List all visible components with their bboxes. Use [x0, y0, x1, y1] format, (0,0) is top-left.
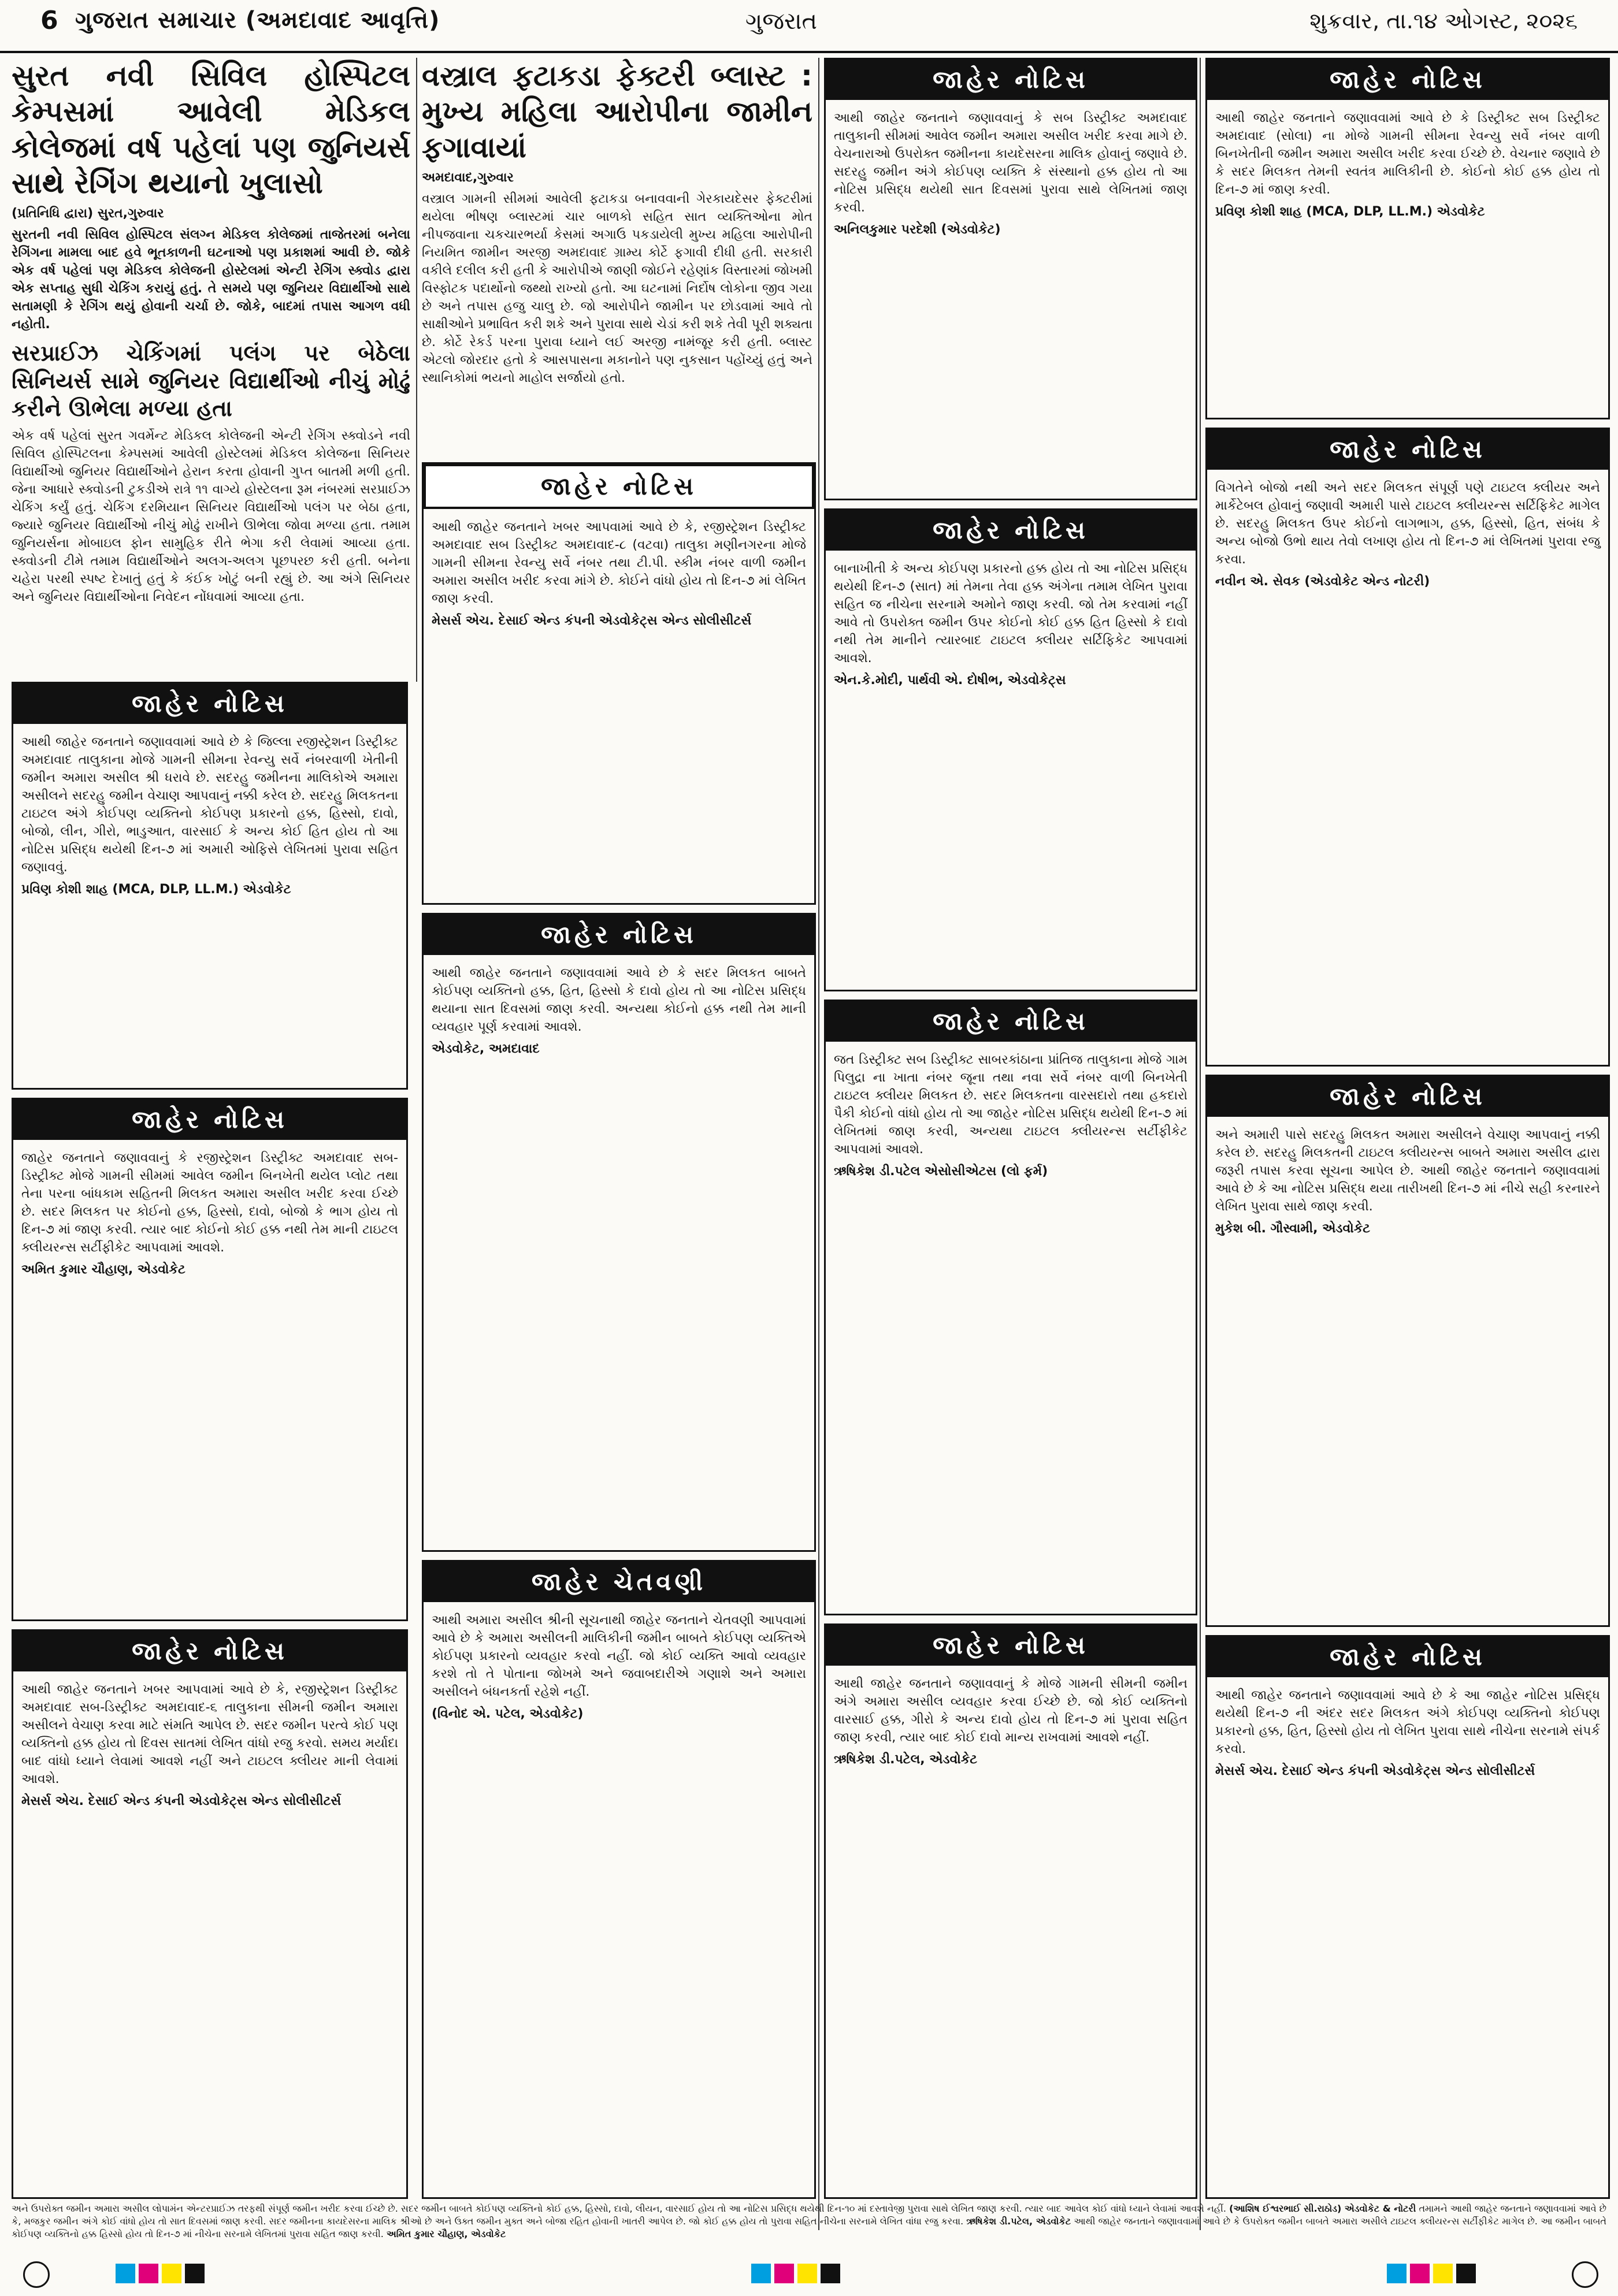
notice-signature: (આશિષ ઈશ્વરભાઈ સી.રાઠોડ) એડવોકેટ & નોટરી [1229, 2203, 1416, 2214]
notice-body: તમામને આથી જાહેર જનતાને જણાવવામાં આવે છે કે, મજકુર જમીન અંગે કોઈ વાંધો હોય તો સાત દિવસમાં જાણ કરવી. સદર જમીનના કાયદેસરના માલિક શ્રીઓ છે અને ઉક્ત જમીન મુક્ત અને બોજા રહિત હોવાની ખાતરી આપેલ છે. જો કોઈ હક્ક હોય તો પુરાવા સહિત નીચેના સરનામે લેખિત વાંધા રજુ કરવા. [12, 2203, 1606, 2227]
notice-signature: નવીન એ. સેવક (એડવોકેટ એન્ડ નોટરી) [1215, 574, 1430, 589]
notice-body: જત ડિસ્ટ્રીક્ટ સબ ડિસ્ટ્રીક્ટ સાબરકાંઠાના પ્રાંતિજ તાલુકાના મોજે ગામ પિલુદ્રા ના ખાતા નંબર જૂના તથા નવા સર્વે નંબર વાળી બિનખેતી ટાઇટલ ક્લીયર મિલકત છે. સદર મિલકતના વારસદારો તથા હકદારો પૈકી કોઈનો વાંધો હોય તો આ જાહેર નોટિસ પ્રસિદ્ધ થયેથી દિન-૭ માં લેખિતમાં જાણ કરવી, અન્યથા ટાઇટલ ક્લીયરન્સ સર્ટીફીકેટ આપવામાં આવશે. [834, 1053, 1187, 1157]
public-notice [1205, 1075, 1610, 1627]
notice-signature: અમિત કુમાર ચૌહાણ, એડવોકેટ [386, 2228, 506, 2239]
notice-heading: જાહેર નોટિસ [1207, 60, 1608, 100]
notice-signature: પ્રવિણ કોશી શાહ (MCA, DLP, LL.M.) એડવોકેટ [21, 882, 291, 897]
public-notice [824, 508, 1197, 991]
issue-date: શુક્રવાર, તા.૧૪ ઓગસ્ટ, ૨૦૨૬ [1309, 8, 1578, 34]
section-name: ગુજરાત [745, 8, 818, 35]
public-notice [1205, 1635, 1610, 2199]
notice-body: આથી જાહેર જનતાને જણાવવામાં આવે છે કે આ જાહેર નોટિસ પ્રસિદ્ધ થયેથી દિન-૭ ની અંદર સદર મિલકત અંગે કોઈપણ વ્યક્તિનો કોઈપણ પ્રકારનો હક્ક, હિત, હિસ્સો હોય તો લેખિત પુરાવા સાથે નીચેના સરનામે સંપર્ક કરવો. [1215, 1688, 1600, 1756]
notice-signature: ઋષિકેશ ડી.પટેલ એસોસીએટસ (લો ફર્મ) [834, 1164, 1048, 1179]
public-notice [422, 462, 816, 905]
notice-signature: મેસર્સ એચ. દેસાઈ એન્ડ કંપની એડવોકેટ્સ એન્ડ સોલીસીટર્સ [432, 614, 752, 628]
notice-body: આથી જાહેર જનતાને જણાવવામાં આવે છે કે સદર મિલકત બાબતે કોઈપણ વ્યક્તિનો હક્ક, હિત, હિસ્સો કે દાવો હોય તો આ નોટિસ પ્રસિદ્ધ થયાના સાત દિવસમાં જાણ કરવી. અન્યથા કોઈનો હક્ક નથી તેમ માની વ્યવહાર પૂર્ણ કરવામાં આવશે. [432, 966, 806, 1034]
notice-signature: અનિલકુમાર પરદેશી (એડવોકેટ) [834, 222, 1001, 237]
story-vastral-blast [422, 58, 812, 451]
story-surat-ragging [12, 58, 410, 676]
notice-heading: જાહેર નોટિસ [826, 1625, 1196, 1666]
notice-body: જાહેર જનતાને જણાવવાનું કે રજીસ્ટ્રેશન ડિસ્ટ્રીક્ટ અમદાવાદ સબ-ડિસ્ટ્રીક્ટ મોજે ગામની સીમમાં આવેલ જમીન બિનખેતી થયેલ પ્લોટ તથા તેના પરના બાંધકામ સહિતની મિલકત અમારા અસીલ ખરીદ કરવા ઈચ્છે છે. સદર મિલકત પર કોઈનો હક્ક, હિસ્સો, દાવો, બોજો કે ભાગ હોય તો દિન-૭ માં જાણ કરવી. ત્યાર બાદ કોઈનો કોઈ હક્ક નથી તેમ માની ટાઇટલ ક્લીયરન્સ સર્ટીફીકેટ આપવામાં આવશે. [21, 1151, 398, 1255]
notice-heading: જાહેર નોટિસ [826, 60, 1196, 100]
public-notice [824, 1623, 1197, 2199]
warning-signature: (વિનોદ એ. પટેલ, એડવોકેટ) [432, 1707, 584, 1721]
public-notice [1205, 58, 1610, 419]
story-body: સુરતની નવી સિવિલ હોસ્પિટલ સંલગ્ન મેડિકલ કોલેજમાં તાજેતરમાં બનેલા રેગિંગના મામલા બાદ હવે ભૂતકાળની ઘટનાઓ પણ પ્રકાશમાં આવી છે. જોકે એક વર્ષ પહેલાં પણ મેડિકલ કોલેજની હોસ્ટેલમાં એન્ટી રેગિંગ સ્ક્વોડ દ્વારા એક સપ્તાહ સુધી ચેકિંગ કરાયું હતું. તે સમયે પણ જુનિયર વિદ્યાર્થીઓ સાથે સતામણી કે રેગિંગ થયું હોવાની ચર્ચા છે. જોકે, બાદમાં તપાસ આગળ વધી નહોતી. [12, 228, 410, 332]
column-rule [1200, 58, 1201, 2230]
notice-signature: પ્રવિણ કોશી શાહ (MCA, DLP, LL.M.) એડવોકેટ [1215, 205, 1485, 219]
public-notice [12, 1629, 408, 2199]
notice-heading: જાહેર નોટિસ [424, 915, 814, 955]
notice-signature: એન.કે.મોદી, પાર્થવી એ. દોષીભ, એડવોકેટ્સ [834, 673, 1066, 688]
notice-heading: જાહેર નોટિસ [13, 1099, 406, 1140]
notice-body: આથી જાહેર જનતાને જણાવવાનું કે સબ ડિસ્ટ્રીક્ટ અમદાવાદ તાલુકાની સીમમાં આવેલ જમીન અમારા અસીલ ખરીદ કરવા માગે છે. વેચનારાઓ ઉપરોક્ત જમીનના કાયદેસરના માલિક હોવાનું જણાવે છે. સદરહુ જમીન અંગે કોઈપણ વ્યક્તિ કે સંસ્થાનો હક્ક હોય તો આ નોટિસ પ્રસિદ્ધ થયેથી સાત દિવસમાં પુરાવા સાથે લેખિતમાં જાણ કરવી. [834, 111, 1187, 215]
column-rule [416, 58, 417, 682]
story-body: વસ્ત્રાલ ગામની સીમમાં આવેલી ફટાકડા બનાવવાની ગેરકાયદેસર ફેક્ટરીમાં થયેલા ભીષણ બ્લાસ્ટમાં ચાર બાળકો સહિત સાત વ્યક્તિઓના મોત નીપજવાના ચકચારભર્યા કેસમાં અગાઉ પકડાયેલી મુખ્ય મહિલા આરોપીની નિયમિત જામીન અરજી અમદાવાદ ગ્રામ્ય કોર્ટે ફગાવી દીધી હતી. સરકારી વકીલે દલીલ કરી હતી કે આરોપીએ જાણી જોઈને રહેણાંક વિસ્તારમાં જોખમી વિસ્ફોટક પદાર્થોનો જથ્થો રાખ્યો હતો. આ ઘટનામાં નિર્દોષ લોકોના જીવ ગયા છે અને તપાસ હજુ ચાલુ છે. જો આરોપીને જામીન પર છોડવામાં આવે તો સાક્ષીઓને પ્રભાવિત કરી શકે અને પુરાવા સાથે ચેડાં કરી શકે તેવી પૂરી શક્યતા છે. કોર્ટે રેકર્ડ પરના પુરાવા ધ્યાને લઈ અરજી નામંજૂર કરી હતી. બ્લાસ્ટ એટલો જોરદાર હતો કે આસપાસના મકાનોને પણ નુકસાન પહોંચ્યું હતું અને સ્થાનિકોમાં ભયનો માહોલ સર્જાયો હતો. [422, 192, 812, 385]
notice-body: આથી જાહેર જનતાને જણાવવામાં આવે છે કે ઉપરોક્ત જમીન બાબતે અમારા અસીલે ટાઇટલ ક્લીયરન્સ સર્ટીફીકેટ માગેલ છે. આ જમીન બાબતે કોઈપણ વ્યક્તિનો હક્ક હિસ્સો હોય તો દિન-૭ માં નીચેના સરનામે લેખિતમાં પુરાવા સહિત જાણ કરવી. [12, 2216, 1606, 2239]
warning-heading: જાહેર ચેતવણી [424, 1562, 814, 1602]
public-notice [12, 1098, 408, 1621]
notice-heading: જાહેર નોટિસ [13, 683, 406, 724]
notice-signature: અમિત કુમાર ચૌહાણ, એડવોકેટ [21, 1262, 185, 1277]
notice-signature: ઋષિકેશ ડી.પટેલ, એડવોકેટ [966, 2216, 1071, 2227]
story-dateline: (પ્રતિનિધિ દ્વારા) સુરત,ગુરુવાર [12, 206, 164, 221]
story-body: એક વર્ષ પહેલાં સુરત ગવર્મેન્ટ મેડિકલ કોલેજની એન્ટી રેગિંગ સ્ક્વોડને નવી સિવિલ હોસ્પિટલના કેમ્પસમાં આવેલી હોસ્ટેલમાં મેડિકલ કોલેજના સિનિયર વિદ્યાર્થીઓ જુનિયર વિદ્યાર્થીઓને હેરાન કરતા હોવાની ગુપ્ત બાતમી મળી હતી. જેના આધારે સ્ક્વોડની ટુકડીએ રાત્રે ૧૧ વાગ્યે હોસ્ટેલના રૂમ નંબરમાં સરપ્રાઈઝ ચેકિંગ કર્યું હતું. ચેકિંગ દરમિયાન સિનિયર વિદ્યાર્થીઓ પલંગ પર બેઠા હતા, જ્યારે જુનિયર વિદ્યાર્થીઓ નીચું મોઢું રાખીને ઊભેલા જોવા મળ્યા હતા. તમામ જુનિયર્સના મોબાઇલ ફોન સામુહિક રીતે ભેગા કરી લેવામાં આવ્યા હતા. સ્ક્વોડની ટીમે તમામ વિદ્યાર્થીઓને અલગ-અલગ પૂછપરછ કરી હતી. બનેના ચહેરા પરથી સ્પષ્ટ દેખાતું હતું કે કંઈક ખોટું બની રહ્યું છે. આ અંગે સિનિયર અને જુનિયર વિદ્યાર્થીઓના નિવેદન નોંધવામાં આવ્યા હતા. [12, 429, 410, 604]
notice-heading: જાહેર નોટિસ [1207, 1637, 1608, 1677]
color-registration-bar [116, 2264, 205, 2283]
notice-heading: જાહેર નોટિસ [826, 510, 1196, 551]
notice-body: વિગતેને બોજો નથી અને સદર મિલકત સંપૂર્ણ પણે ટાઇટલ ક્લીયર અને માર્કેટેબલ હોવાનું જણાવી અમારી પાસે ટાઇટલ ક્લીયરન્સ સર્ટિફિકેટ માગેલ છે. સદરહુ મિલકત ઉપર કોઈનો લાગભાગ, હક્ક, હિસ્સો, હિત, સંબંધ કે અન્ય બોજો ઉભો થાય તેવો લખાણ હોય તો દિન-૭ માં લેખિતમાં પુરાવા રજુ કરવા. [1215, 481, 1600, 567]
crop-mark [1572, 2261, 1598, 2288]
notice-heading: જાહેર નોટિસ [1207, 1076, 1608, 1117]
newspaper-name: ગુજરાત સમાચાર (અમદાવાદ આવૃત્તિ) [75, 7, 440, 34]
notice-signature: ઋષિકેશ ડી.પટેલ, એડવોકેટ [834, 1752, 978, 1767]
notice-body: બાનાખીતી કે અન્ય કોઈપણ પ્રકારનો હક્ક હોય તો આ નોટિસ પ્રસિદ્ધ થયેથી દિન-૭ (સાત) માં તેમના તેવા હક્ક અંગેના તમામ લેખિત પુરાવા સહિત જ નીચેના સરનામે અમોને જાણ કરવી. જો તેમ કરવામાં નહીં આવે તો ઉપરોક્ત જમીન ઉપર કોઈનો કોઈ હક્ક હિત હિસ્સો કે દાવો નથી તેમ માનીને ત્યારબાદ ટાઇટલ ક્લીયર સર્ટિફિકેટ આપવામાં આવશે. [834, 562, 1187, 666]
public-notice [824, 58, 1197, 500]
notice-heading: જાહેર નોટિસ [826, 1001, 1196, 1042]
page-number: 6 [40, 6, 58, 35]
notice-body: આથી જાહેર જનતાને જણાવવામાં આવે છે કે ડિસ્ટ્રીક્ટ સબ ડિસ્ટ્રીક્ટ અમદાવાદ (સોલા) ના મોજે ગામની સીમના રેવન્યુ સર્વે નંબર વાળી બિનખેતીની જમીન અમારા અસીલ ખરીદ કરવા ઈચ્છે છે. વેચનાર જણાવે છે કે સદર મિલકત તેમની સ્વતંત્ર માલિકીની છે. કોઈનો કોઈ હક્ક હોય તો દિન-૭ માં જાણ કરવી. [1215, 111, 1600, 197]
notice-signature: મેસર્સ એચ. દેસાઈ એન્ડ કંપની એડવોકેટ્સ એન્ડ સોલીસીટર્સ [21, 1794, 342, 1808]
footer-notices-strip [12, 2202, 1606, 2258]
page-header [0, 0, 1618, 53]
column-rule [818, 58, 819, 2230]
notice-body: આથી જાહેર જનતાને ખબર આપવામાં આવે છે કે, રજીસ્ટ્રેશન ડિસ્ટ્રીક્ટ અમદાવાદ સબ ડિસ્ટ્રીક્ટ અમદાવાદ-૮ (વટવા) તાલુકા મણીનગરના મોજે ગામની સીમના રેવન્યુ સર્વે નંબર તથા ટી.પી. સ્કીમ નંબર વાળી જમીન અમારા અસીલ ખરીદ કરવા માંગે છે. કોઈને વાંધો હોય તો દિન-૭ માં લેખિત જાણ કરવી. [432, 520, 806, 606]
story-dateline: અમદાવાદ,ગુરુવાર [422, 170, 514, 185]
public-notice [1205, 428, 1610, 1067]
color-registration-bar [1387, 2264, 1476, 2283]
crop-mark [23, 2261, 50, 2288]
story-headline: સુરત નવી સિવિલ હોસ્પિટલ કેમ્પસમાં આવેલી મેડિકલ કોલેજમાં વર્ષ પહેલાં પણ જુનિયર્સ સાથે રેગિંગ થયાનો ખુલાસો [12, 59, 410, 200]
public-notice [824, 1000, 1197, 1615]
public-notice [12, 682, 408, 1090]
story-headline: વસ્ત્રાલ ફટાકડા ફેક્ટરી બ્લાસ્ટ : મુખ્ય મહિલા આરોપીના જામીન ફગાવાયાં [422, 59, 812, 164]
color-registration-bar [751, 2264, 840, 2283]
notice-signature: એડવોકેટ, અમદાવાદ [432, 1042, 540, 1056]
notice-heading: જાહેર નોટિસ [13, 1631, 406, 1671]
notice-signature: મેસર્સ એચ. દેસાઈ એન્ડ કંપની એડવોકેટ્સ એન્ડ સોલીસીટર્સ [1215, 1764, 1535, 1778]
notice-body: આથી જાહેર જનતાને જણાવવાનું કે મોજે ગામની સીમની જમીન અંગે અમારા અસીલ વ્યવહાર કરવા ઈચ્છે છે. જો કોઈ વ્યક્તિનો વારસાઈ હક્ક, ગીરો કે અન્ય દાવો હોય તો દિન-૭ માં પુરાવા સહિત જાણ કરવી, ત્યાર બાદ કોઈ દાવો માન્ય રાખવામાં આવશે નહીં. [834, 1677, 1187, 1745]
notice-body: અને અમારી પાસે સદરહુ મિલકત અમારા અસીલને વેચાણ આપવાનું નક્કી કરેલ છે. સદરહુ મિલકતની ટાઇટલ ક્લીયરન્સ બાબતે અમારા અસીલ દ્વારા જરૂરી તપાસ કરવા સૂચના આપેલ છે. આથી જાહેર જનતાને જણાવવામાં આવે છે કે આ નોટિસ પ્રસિદ્ધ થયા તારીખથી દિન-૭ માં નીચે સહી કરનારને લેખિત પુરાવા સાથે જાણ કરવી. [1215, 1128, 1600, 1214]
notice-body: આથી જાહેર જનતાને ખબર આપવામાં આવે છે કે, રજીસ્ટ્રેશન ડિસ્ટ્રીક્ટ અમદાવાદ સબ-ડિસ્ટ્રીક્ટ અમદાવાદ-૬ તાલુકાના સીમની જમીન અમારા અસીલને વેચાણ કરવા માટે સંમતિ આપેલ છે. સદર જમીન પરત્વે કોઈ પણ વ્યક્તિનો હક્ક હોય તો દિવસ સાતમાં લેખિત વાંધો રજુ કરવો. સમય મર્યાદા બાદ વાંધો ધ્યાને લેવામાં આવશે નહીં અને ટાઇટલ ક્લીયર માની લેવામાં આવશે. [21, 1682, 398, 1786]
public-warning [422, 1560, 816, 2199]
notice-heading: જાહેર નોટિસ [1207, 429, 1608, 470]
notice-signature: મુકેશ બી. ગૌસ્વામી, એડવોકેટ [1215, 1221, 1371, 1236]
notice-body: આથી જાહેર જનતાને જણાવવામાં આવે છે કે જિલ્લા રજીસ્ટ્રેશન ડિસ્ટ્રીક્ટ અમદાવાદ તાલુકાના મોજે ગામની સીમના રેવન્યુ સર્વે નંબરવાળી ખેતીની જમીન અમારા અસીલ શ્રી ધરાવે છે. સદરહુ જમીનના માલિકોએ અમારા અસીલને સદરહુ જમીન વેચાણ આપવાનું નક્કી કરેલ છે. સદરહુ મિલકતના ટાઇટલ અંગે કોઈપણ વ્યક્તિનો કોઈપણ પ્રકારનો હક્ક, હિસ્સો, દાવો, બોજો, લીન, ગીરો, ભાડુઆત, વારસાઈ કે અન્ય કોઈ હિત હોય તો આ નોટિસ પ્રસિદ્ધ થયેથી દિન-૭ માં અમારી ઓફિસે લેખિતમાં પુરાવા સહિત જણાવવું. [21, 735, 398, 875]
notice-heading: જાહેર નોટિસ [424, 464, 814, 509]
public-notice [422, 913, 816, 1552]
warning-body: આથી અમારા અસીલ શ્રીની સૂચનાથી જાહેર જનતાને ચેતવણી આપવામાં આવે છે કે અમારા અસીલની માલિકીની જમીન બાબતે કોઈપણ વ્યક્તિએ કોઈપણ પ્રકારનો વ્યવહાર કરવો નહીં. જો કોઈ વ્યક્તિ આવો વ્યવહાર કરશે તો તે પોતાના જોખમે અને જવાબદારીએ ગણાશે અને અમારા અસીલને બંધનકર્તા રહેશે નહીં. [432, 1613, 806, 1699]
story-subheadline: સરપ્રાઈઝ ચેકિંગમાં પલંગ પર બેઠેલા સિનિયર્સ સામે જુનિયર વિદ્યાર્થીઓ નીચું મોઢું કરીને ઊભેલા મળ્યા હતા [12, 340, 410, 421]
notice-body: અને ઉપરોક્ત જમીન અમારા અસીલ લોપામંન એન્ટરપ્રાઈઝ તરફથી સંપૂર્ણ જમીન ખરીદ કરવા ઈચ્છે છે. સદર જમીન બાબતે કોઈપણ વ્યક્તિનો કોઈ હક્ક, હિસ્સો, દાવો, લીયન, વારસાઈ હોય તો આ નોટિસ પ્રસિદ્ધ થયેથી દિન-૧૦ માં દસ્તાવેજી પુરાવા સાથે લેખિત જાણ કરવી. ત્યાર બાદ આવેલ કોઈ વાંધો ધ્યાને લેવામાં આવશે નહીં. [12, 2203, 1226, 2214]
